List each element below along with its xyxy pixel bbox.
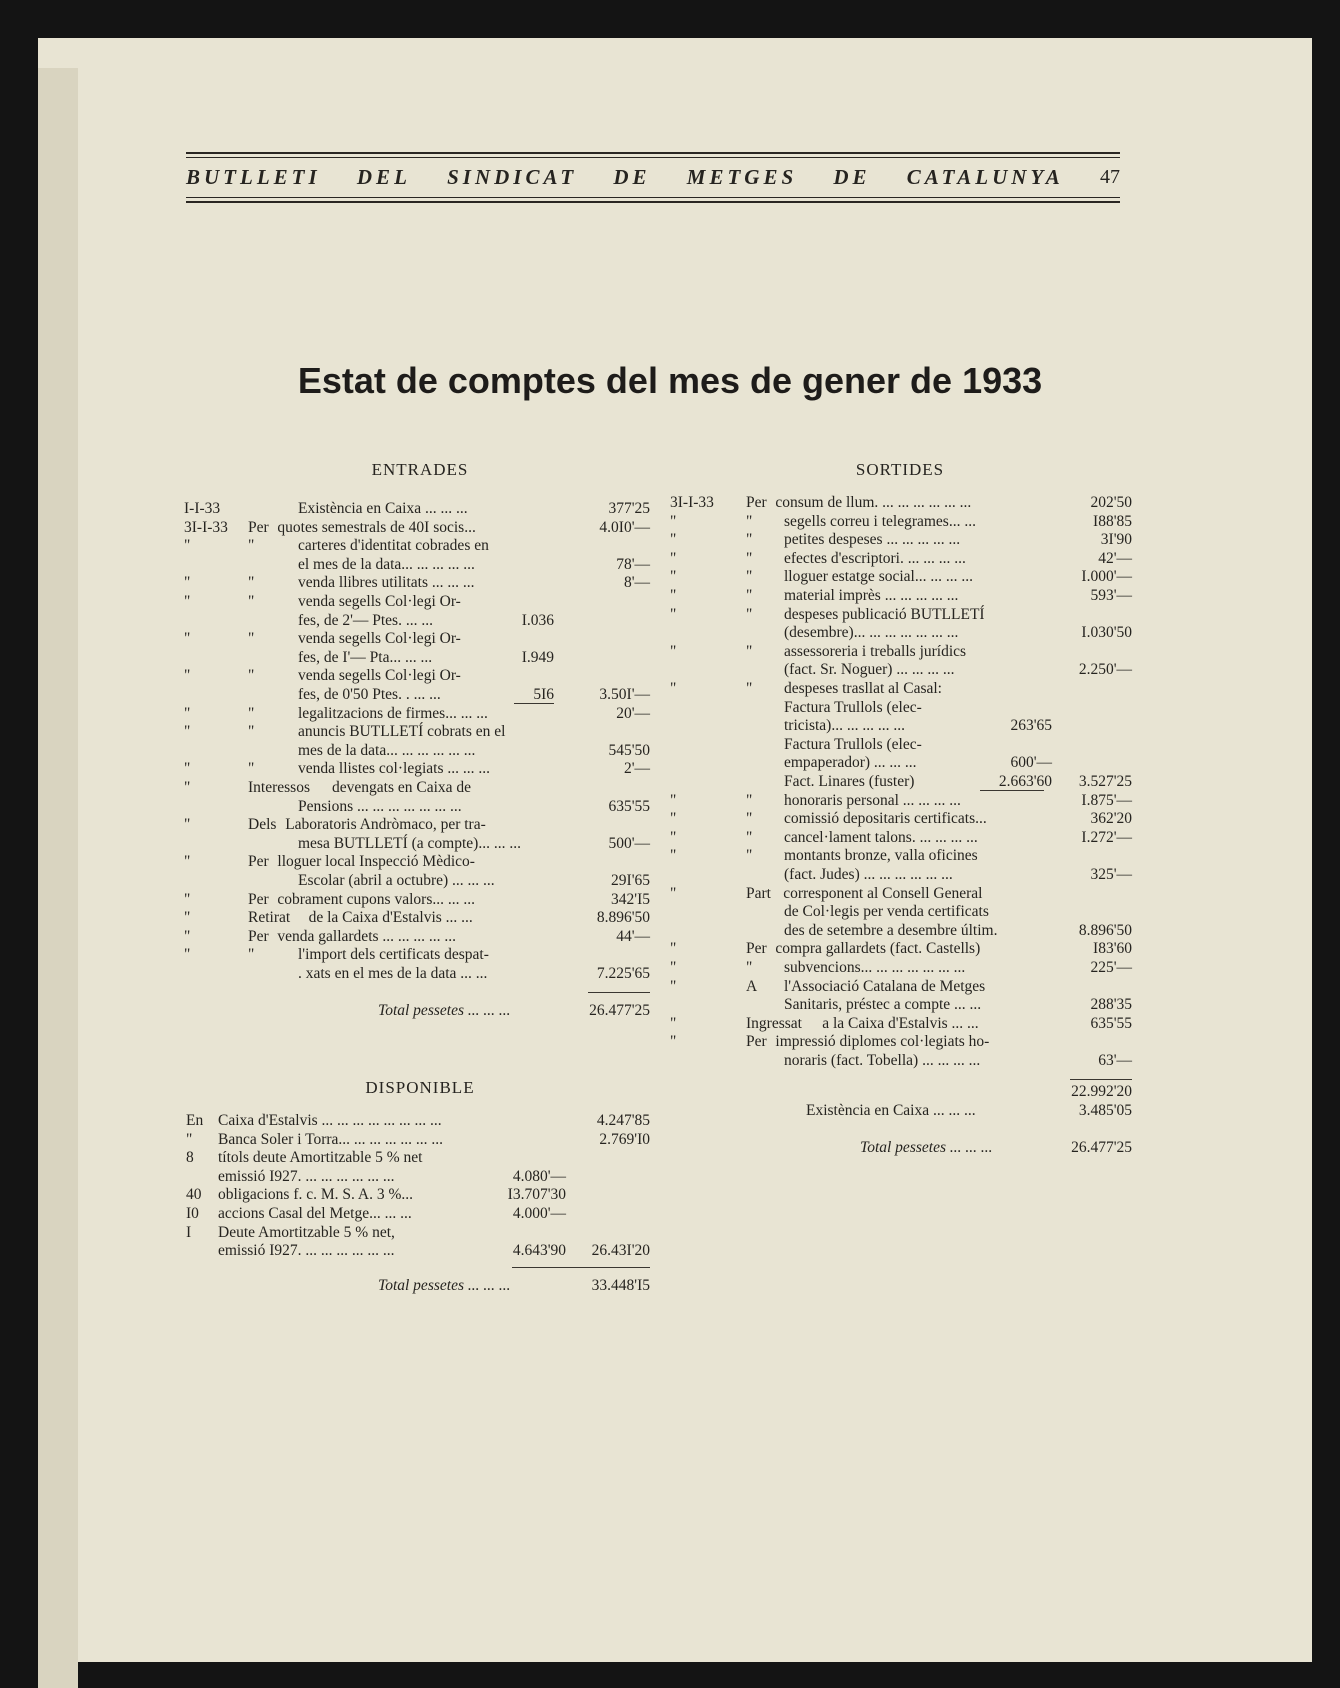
existencia-value: 3.485'05 xyxy=(1078,1101,1132,1119)
running-header xyxy=(186,164,1120,190)
subtotal-rule xyxy=(514,703,554,704)
entry-amount: 500'— xyxy=(608,834,650,852)
entry-date: " xyxy=(670,1014,677,1032)
entry-text: el mes de la data... ... ... ... ... xyxy=(298,555,475,573)
entry-text: corresponent al Consell General xyxy=(783,884,983,902)
subtotal-value: 22.992'20 xyxy=(1071,1082,1132,1100)
entry-text: Deute Amortitzable 5 % net, xyxy=(218,1223,395,1241)
entry-marker: " xyxy=(248,537,255,555)
entry-date: " xyxy=(184,537,191,555)
entry-marker: " xyxy=(248,593,255,610)
total-value: 26.477'25 xyxy=(589,1001,650,1019)
entrades-line xyxy=(184,760,650,779)
entry-marker: " xyxy=(746,791,753,809)
disponible-line xyxy=(190,1168,650,1187)
entry-amount: 3.50I'— xyxy=(599,686,650,703)
total-label: Total pessetes ... ... ... xyxy=(378,1276,511,1294)
entry-marker: Dels xyxy=(248,816,277,834)
entry-marker: Per xyxy=(746,940,767,958)
entry-text: petites despeses ... ... ... ... ... xyxy=(784,531,961,549)
entry-marker: " xyxy=(248,760,255,778)
entry-amount: 635'55 xyxy=(608,797,650,815)
entry-date: " xyxy=(670,549,677,567)
sortides-line xyxy=(668,568,1132,587)
entry-text: de Col·legis per venda certificats xyxy=(784,903,989,921)
entrades-line xyxy=(190,798,650,817)
entrades-line xyxy=(184,593,650,612)
sortides-line xyxy=(668,792,1132,811)
entry-text: impressió diplomes col·legiats ho- xyxy=(775,1033,990,1051)
total-value: 33.448'I5 xyxy=(591,1276,650,1294)
entry-text: devengats en Caixa de xyxy=(332,779,472,796)
entry-date: " xyxy=(670,512,677,530)
entrades-line xyxy=(184,816,650,835)
entry-text: lloguer estatge social... ... ... ... xyxy=(784,568,973,586)
entry-text: Pensions ... ... ... ... ... ... ... xyxy=(298,797,462,815)
entry-date: " xyxy=(670,568,677,586)
entrades-line xyxy=(184,853,650,872)
entry-marker: Part xyxy=(746,884,771,902)
entry-text: fes, de I'— Pta... ... ... xyxy=(298,648,433,666)
entry-marker: Per xyxy=(746,1033,767,1051)
sortides-line xyxy=(668,494,1132,513)
entry-marker: " xyxy=(746,680,753,697)
sortides-line xyxy=(668,643,1132,662)
disponible-line xyxy=(186,1223,650,1243)
entry-amount: I88'85 xyxy=(1093,512,1132,530)
entry-marker: " xyxy=(746,549,753,567)
entry-amount: I.000'— xyxy=(1081,568,1132,586)
total-rule xyxy=(588,992,650,993)
entry-date: " xyxy=(184,593,191,610)
entry-date: " xyxy=(670,828,677,846)
entry-amount: 202'50 xyxy=(1090,494,1132,511)
entry-text: Banca Soler i Torra... ... ... ... ... ... ... xyxy=(218,1130,444,1148)
entrades-line xyxy=(184,704,650,724)
entry-text: comissió depositaris certificats... xyxy=(784,810,987,828)
header-word: SINDICAT xyxy=(447,164,578,189)
entry-date: " xyxy=(184,946,191,964)
entry-text: emissió I927. ... ... ... ... ... ... xyxy=(218,1167,395,1185)
header-word: DE xyxy=(613,164,651,189)
entry-text: cancel·lament talons. ... ... ... ... xyxy=(784,828,978,846)
entry-text: . xats en el mes de la data ... ... xyxy=(298,965,488,982)
entrades-heading: ENTRADES xyxy=(371,460,469,479)
sortides-line xyxy=(668,829,1132,848)
entry-marker: " xyxy=(746,847,753,865)
sortides-line xyxy=(668,550,1132,569)
total-rule xyxy=(1070,1079,1132,1080)
sortides-line xyxy=(668,1033,1132,1052)
header-rule-top xyxy=(186,152,1120,154)
entry-text: montants bronze, valla oficines xyxy=(784,847,978,865)
entry-date: " xyxy=(186,1130,193,1148)
entry-subamount: I3.707'30 xyxy=(507,1186,566,1204)
entry-subamount: 5I6 xyxy=(533,686,554,703)
entry-text: efectes d'escriptori. ... ... ... ... xyxy=(784,549,966,567)
entry-marker: " xyxy=(746,568,753,586)
total-label: Total pessetes ... ... ... xyxy=(378,1001,511,1019)
entry-date: " xyxy=(184,630,191,648)
entrades-line xyxy=(184,630,650,649)
entry-amount: 8.896'50 xyxy=(596,909,650,927)
entry-amount: 63'— xyxy=(1098,1052,1132,1069)
entry-amount: 7.225'65 xyxy=(596,965,650,982)
entry-text: Factura Trullols (elec- xyxy=(784,735,922,753)
entry-date: 8 xyxy=(186,1149,194,1167)
entry-text: des de setembre a desembre últim. xyxy=(784,921,998,939)
entry-text: despeses trasllat al Casal: xyxy=(784,680,942,697)
disponible-line xyxy=(186,1205,650,1224)
entry-amount: 26.43I'20 xyxy=(591,1242,650,1260)
sortides-line xyxy=(668,606,1132,625)
sortides-line xyxy=(668,736,1132,755)
entry-date: " xyxy=(184,779,191,796)
entry-marker: Ingressat xyxy=(746,1014,802,1032)
entrades-line xyxy=(190,556,650,575)
sortides-line xyxy=(668,513,1132,532)
entry-date: " xyxy=(670,642,677,660)
sortides-line xyxy=(668,978,1132,997)
entry-text: anuncis BUTLLETÍ cobrats en el xyxy=(298,723,506,741)
entry-text: (desembre)... ... ... ... ... ... ... xyxy=(784,624,959,642)
sortides-line xyxy=(668,680,1132,699)
entry-subamount: 4.000'— xyxy=(512,1205,566,1222)
header-word: METGES xyxy=(686,164,798,189)
entry-marker: " xyxy=(746,642,753,660)
entry-date: " xyxy=(184,667,191,685)
entry-subamount: 263'65 xyxy=(1010,717,1052,735)
entry-date: I-I-33 xyxy=(184,500,221,517)
entry-marker: Per xyxy=(746,494,767,511)
entry-text: mesa BUTLLETÍ (a compte)... ... ... xyxy=(298,834,521,852)
sortides-line xyxy=(668,1015,1132,1034)
entry-date: " xyxy=(670,810,677,828)
existencia-label: Existència en Caixa ... ... ... xyxy=(806,1101,976,1119)
header-word: CATALUNYA xyxy=(906,164,1064,189)
sortides-line xyxy=(668,903,1132,922)
entry-marker: " xyxy=(746,605,753,623)
entrades-line xyxy=(184,946,650,965)
entry-text: quotes semestrals de 40I socis... xyxy=(277,518,476,536)
entry-text: lloguer local Inspecció Mèdico- xyxy=(277,853,475,871)
entry-text: títols deute Amortitzable 5 % net xyxy=(218,1149,423,1167)
entry-amount: 2.250'— xyxy=(1078,661,1132,679)
entry-date: " xyxy=(670,940,677,958)
entry-text: subvencions... ... ... ... ... ... ... xyxy=(784,959,966,976)
sortides-line xyxy=(668,1052,1132,1071)
entry-amount: 3.527'25 xyxy=(1078,773,1132,790)
entry-date: " xyxy=(184,760,191,778)
entry-subamount: I.949 xyxy=(521,648,554,666)
entry-subamount: I.036 xyxy=(521,611,554,629)
entry-marker: Retirat xyxy=(248,909,291,927)
left-page-edge xyxy=(38,68,78,1688)
page-number: 47 xyxy=(1099,165,1120,188)
entry-amount: 593'— xyxy=(1090,587,1132,604)
entry-marker: " xyxy=(248,723,255,741)
header-word: BUTLLETI xyxy=(186,164,321,189)
entry-text: carteres d'identitat cobrades en xyxy=(298,537,489,555)
entry-text: Existència en Caixa ... ... ... xyxy=(298,500,468,517)
entry-date: " xyxy=(670,605,677,623)
entrades-line xyxy=(190,649,650,668)
entry-date: " xyxy=(670,680,677,697)
total-label: Total pessetes ... ... ... xyxy=(860,1138,993,1156)
entry-text: accions Casal del Metge... ... ... xyxy=(218,1205,412,1222)
entry-text: tricista)... ... ... ... ... xyxy=(784,717,905,735)
sortides-line xyxy=(668,847,1132,866)
sortides-line xyxy=(668,531,1132,550)
entry-marker: " xyxy=(746,587,753,604)
entry-amount: 8'— xyxy=(623,574,650,592)
entry-amount: 2.769'I0 xyxy=(599,1130,650,1148)
entrades-line xyxy=(184,500,650,519)
sortides-line xyxy=(668,866,1132,885)
entry-amount: I.875'— xyxy=(1081,791,1132,809)
header-rule-bottom xyxy=(186,201,1120,203)
entry-amount: 4.0I0'— xyxy=(599,518,650,536)
entry-amount: 20'— xyxy=(616,704,650,722)
entry-text: mes de la data... ... ... ... ... ... xyxy=(298,741,476,759)
entry-marker: Per xyxy=(248,927,269,945)
total-value: 26.477'25 xyxy=(1071,1138,1132,1156)
entry-subamount: 4.080'— xyxy=(512,1167,566,1185)
entry-text: fes, de 0'50 Ptes. . ... ... xyxy=(298,686,441,703)
entry-text: Laboratoris Andròmaco, per tra- xyxy=(285,816,486,834)
entry-marker: Interessos xyxy=(248,779,310,796)
entry-amount: 8.896'50 xyxy=(1078,921,1132,939)
entry-marker: " xyxy=(746,828,753,846)
sortides-line xyxy=(668,624,1132,643)
entry-marker: " xyxy=(746,531,753,549)
entry-text: consum de llum. ... ... ... ... ... ... xyxy=(775,494,972,511)
sortides-line xyxy=(668,922,1132,941)
entrades-line xyxy=(190,612,650,631)
entry-amount: 44'— xyxy=(616,927,650,945)
entry-date: " xyxy=(184,723,191,741)
entry-text: Sanitaris, préstec a compte ... ... xyxy=(784,996,982,1014)
entry-text: emissió I927. ... ... ... ... ... ... xyxy=(218,1242,395,1260)
sortides-line xyxy=(668,773,1132,792)
entry-date: " xyxy=(670,847,677,865)
entry-date: 3I-I-33 xyxy=(184,518,228,536)
entry-date: I xyxy=(186,1223,192,1241)
entry-date: " xyxy=(184,816,191,834)
entrades-line xyxy=(184,927,650,947)
entry-marker: " xyxy=(248,704,255,722)
entry-amount: 362'20 xyxy=(1090,810,1132,828)
sortides-line xyxy=(668,717,1132,736)
sortides-heading: SORTIDES xyxy=(855,460,945,479)
disponible-line xyxy=(190,1242,650,1261)
disponible-line xyxy=(186,1112,650,1131)
disponible-line xyxy=(186,1186,650,1205)
page-title: Estat de comptes del mes de gener de 1933 xyxy=(297,360,1043,401)
entry-amount: 78'— xyxy=(616,555,650,573)
entry-text: fes, de 2'— Ptes. ... ... xyxy=(298,611,433,629)
sortides-line xyxy=(668,959,1132,978)
entry-date: 3I-I-33 xyxy=(670,494,714,511)
entry-date: " xyxy=(670,791,677,809)
entry-marker: Per xyxy=(248,890,269,908)
entrades-line xyxy=(184,779,650,798)
entry-amount: 4.247'85 xyxy=(596,1112,650,1129)
entry-marker: " xyxy=(248,946,255,964)
entrades-line xyxy=(184,518,650,538)
entry-text: (fact. Sr. Noguer) ... ... ... ... xyxy=(784,661,955,679)
entrades-line xyxy=(184,574,650,593)
entry-date: " xyxy=(670,977,677,995)
entry-amount: I83'60 xyxy=(1093,940,1132,958)
entry-date: " xyxy=(184,704,191,722)
entry-subamount: 4.643'90 xyxy=(512,1242,566,1260)
sortides-line xyxy=(668,810,1132,829)
entrades-line xyxy=(190,742,650,761)
entry-amount: 42'— xyxy=(1098,549,1132,567)
entry-text: a la Caixa d'Estalvis ... ... xyxy=(822,1014,979,1032)
entry-marker: " xyxy=(746,810,753,828)
entry-marker: Per xyxy=(248,853,269,871)
entry-date: I0 xyxy=(186,1205,199,1222)
entry-amount: 3I'90 xyxy=(1100,531,1132,549)
entry-text: noraris (fact. Tobella) ... ... ... ... xyxy=(784,1052,981,1069)
sortides-line xyxy=(668,699,1132,718)
entrades-line xyxy=(184,890,650,910)
entry-text: venda gallardets ... ... ... ... ... xyxy=(277,927,457,945)
entry-text: Factura Trullols (elec- xyxy=(784,698,922,716)
entry-date: " xyxy=(670,531,677,549)
entry-text: compra gallardets (fact. Castells) xyxy=(775,940,981,958)
entry-text: material imprès ... ... ... ... ... xyxy=(784,587,959,604)
entry-amount: 635'55 xyxy=(1090,1014,1132,1032)
entry-text: honoraris personal ... ... ... ... xyxy=(784,791,961,809)
total-rule xyxy=(512,1267,650,1268)
entrades-line xyxy=(184,909,650,928)
sortides-line xyxy=(668,996,1132,1015)
entry-marker: " xyxy=(248,667,255,685)
entry-marker: " xyxy=(746,959,753,976)
entry-date: 40 xyxy=(186,1186,202,1204)
entry-date: " xyxy=(184,890,191,908)
subtotal-rule xyxy=(980,790,1044,791)
entry-amount: 29I'65 xyxy=(611,872,650,889)
entry-amount: 325'— xyxy=(1090,866,1132,883)
sortides-line xyxy=(668,661,1132,680)
entry-text: assessoreria i treballs jurídics xyxy=(784,642,967,660)
entry-text: l'import dels certificats despat- xyxy=(298,946,489,964)
entry-text: de la Caixa d'Estalvis ... ... xyxy=(308,909,473,927)
entry-date: En xyxy=(186,1112,204,1129)
entry-text: legalitzacions de firmes... ... ... xyxy=(298,704,488,722)
entry-date: " xyxy=(670,587,677,604)
entry-amount: 545'50 xyxy=(608,741,650,759)
entry-subamount: 2.663'60 xyxy=(998,773,1052,790)
disponible-line xyxy=(186,1149,650,1168)
entrades-line xyxy=(190,965,650,984)
entry-text: empaperador) ... ... ... xyxy=(784,754,917,772)
header-rule-bottom-thin xyxy=(186,197,1120,198)
entry-text: venda segells Col·legi Or- xyxy=(298,593,461,610)
entry-marker: Per xyxy=(248,518,269,536)
entry-text: l'Associació Catalana de Metges xyxy=(784,977,986,995)
entry-text: venda llistes col·legiats ... ... ... xyxy=(298,760,490,778)
entry-date: " xyxy=(184,574,191,592)
entry-marker: " xyxy=(248,630,255,648)
entry-text: despeses publicació BUTLLETÍ xyxy=(784,605,985,623)
entrades-line xyxy=(190,872,650,891)
sortides-line xyxy=(668,940,1132,959)
header-word: DEL xyxy=(356,164,411,189)
disponible-line xyxy=(186,1130,650,1150)
entry-text: Fact. Linares (fuster) xyxy=(784,773,915,790)
entry-marker: " xyxy=(248,574,255,592)
entry-text: cobrament cupons valors... ... ... xyxy=(277,890,475,908)
entrades-line xyxy=(184,537,650,556)
entry-amount: 342'I5 xyxy=(611,890,650,908)
entry-date: " xyxy=(670,959,677,976)
entry-marker: A xyxy=(746,977,758,995)
entry-amount: 377'25 xyxy=(608,500,650,517)
header-word: DE xyxy=(833,164,871,189)
entry-amount: 2'— xyxy=(623,760,650,778)
entry-amount: 225'— xyxy=(1090,959,1132,976)
entrades-line xyxy=(184,723,650,742)
entry-date: " xyxy=(670,1033,677,1051)
entry-text: venda segells Col·legi Or- xyxy=(298,630,461,648)
entry-subamount: 600'— xyxy=(1010,754,1052,772)
entry-text: venda segells Col·legi Or- xyxy=(298,667,461,685)
entry-text: venda llibres utilitats ... ... ... xyxy=(298,574,475,592)
entry-amount: I.272'— xyxy=(1081,828,1132,846)
disponible-heading: DISPONIBLE xyxy=(365,1078,475,1097)
sortides-line xyxy=(668,754,1132,773)
entry-amount: I.030'50 xyxy=(1081,624,1132,642)
entry-date: " xyxy=(184,909,191,927)
entrades-line xyxy=(184,667,650,686)
header-rule-top-thin xyxy=(186,157,1120,158)
entry-text: segells correu i telegrames... ... xyxy=(784,512,976,530)
entry-date: " xyxy=(184,927,191,945)
entrades-line xyxy=(190,686,650,705)
entry-date: " xyxy=(670,884,677,902)
entry-text: (fact. Judes) ... ... ... ... ... ... xyxy=(784,866,953,883)
entry-marker: " xyxy=(746,512,753,530)
entry-text: Escolar (abril a octubre) ... ... ... xyxy=(298,872,495,889)
sortides-line xyxy=(668,885,1132,904)
entry-date: " xyxy=(184,853,191,871)
entry-text: Caixa d'Estalvis ... ... ... ... ... ... ... ... xyxy=(218,1112,442,1129)
sortides-line xyxy=(668,587,1132,606)
entry-text: obligacions f. c. M. S. A. 3 %... xyxy=(218,1186,414,1204)
entrades-line xyxy=(190,835,650,854)
entry-amount: 288'35 xyxy=(1090,996,1132,1014)
